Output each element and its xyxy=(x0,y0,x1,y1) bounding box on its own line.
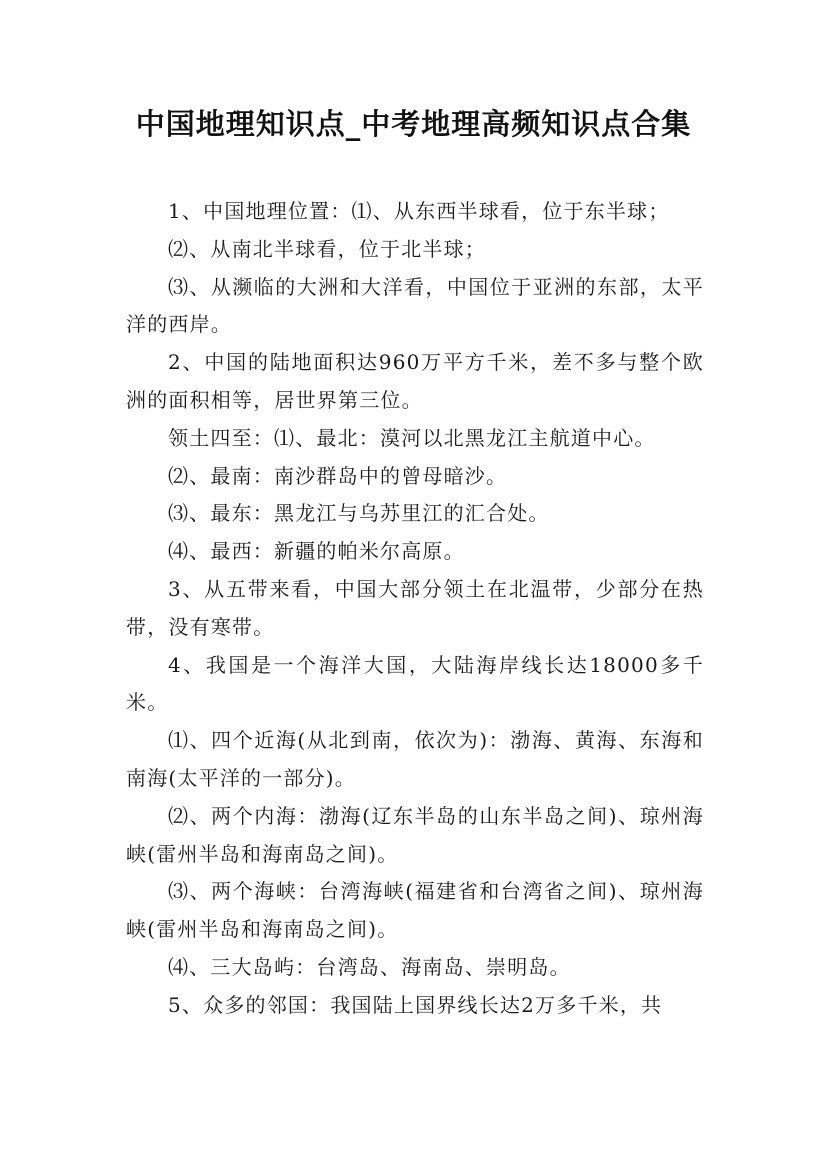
paragraph-13: ⑶、两个海峡：台湾海峡(福建省和台湾省之间)、琼州海峡(雷州半岛和海南岛之间)。 xyxy=(126,879,704,942)
paragraph-15: 5、众多的邻国：我国陆上国界线长达2万多千米，共 xyxy=(168,992,663,1017)
paragraph-12: ⑵、两个内海：渤海(辽东半岛的山东半岛之间)、琼州海峡(雷州半岛和海南岛之间)。 xyxy=(126,803,704,866)
document-title: 中国地理知识点_中考地理高频知识点合集 xyxy=(135,107,692,141)
paragraph-5: 领土四至：⑴、最北：漠河以北黑龙江主航道中心。 xyxy=(168,425,656,450)
paragraph-1: 1、中国地理位置：⑴、从东西半球看，位于东半球； xyxy=(168,199,670,223)
paragraph-4: 2、中国的陆地面积达960万平方千米，差不多与整个欧洲的面积相等，居世界第三位。 xyxy=(126,350,704,412)
paragraph-14: ⑷、三大岛屿：台湾岛、海南岛、崇明岛。 xyxy=(168,954,571,979)
paragraph-11: ⑴、四个近海(从北到南，依次为)：渤海、黄海、东海和南海(太平洋的一部分)。 xyxy=(126,728,704,790)
paragraph-2: ⑵、从南北半球看，位于北半球； xyxy=(168,236,486,261)
paragraph-10: 4、我国是一个海洋大国，大陆海岸线长达18000多千米。 xyxy=(126,652,704,715)
paragraph-6: ⑵、最南：南沙群岛中的曾母暗沙。 xyxy=(168,463,508,488)
paragraph-3: ⑶、从濒临的大洲和大洋看，中国位于亚洲的东部，太平洋的西岸。 xyxy=(126,274,704,337)
paragraph-9: 3、从五带来看，中国大部分领土在北温带，少部分在热带，没有寒带。 xyxy=(126,576,704,639)
paragraph-7: ⑶、最东：黑龙江与乌苏里江的汇合处。 xyxy=(168,501,550,526)
document-body xyxy=(126,193,704,1025)
paragraph-8: ⑷、最西：新疆的帕米尔高原。 xyxy=(168,539,465,564)
